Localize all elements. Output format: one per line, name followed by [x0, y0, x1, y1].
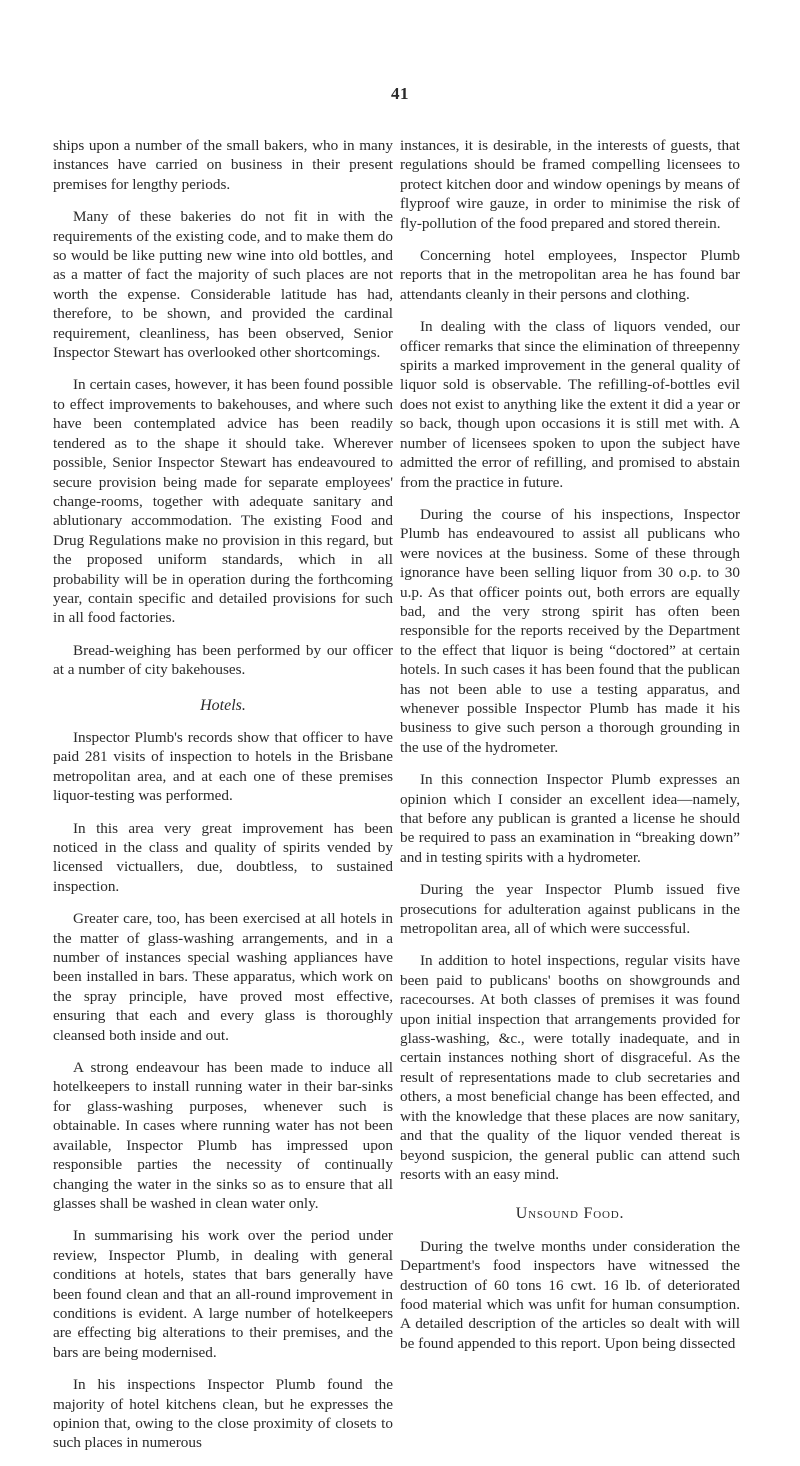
- paragraph: Greater care, too, has been exercised at all hotels in the matter of glass-washing arrangements, and in a number of instances special washing appliances have been installed in bars. These apparatus, which work on the spray principle, have proved most effective, ensuring that each and every glass is thoroughly cleansed both inside and out.: [53, 910, 393, 1044]
- left-column: [53, 136, 393, 1466]
- paragraph: Inspector Plumb's records show that officer to have paid 281 visits of inspection to hotels in the Brisbane metropolitan area, and at each one of these premises liquor-testing was performed.: [53, 728, 393, 805]
- paragraph: A strong endeavour has been made to induce all hotelkeepers to install running water in their bar-sinks for glass-washing purposes, whenever such is obtainable. In cases where running water has not been available, Inspector Plumb has impressed upon responsible parties the necessity of continually changing the water in the sinks so as to ensure that all glasses shall be washed in clean water only.: [53, 1059, 393, 1212]
- paragraph: In this area very great improvement has been noticed in the class and quality of spirits vended by licensed victuallers, due, doubtless, to sustained inspection.: [53, 819, 393, 895]
- section-heading-hotels: Hotels.: [200, 696, 246, 714]
- paragraph: In his inspections Inspector Plumb found the majority of hotel kitchens clean, but he expresses the opinion that, owing to the close proximity of closets to such places in numerous: [53, 1376, 393, 1452]
- paragraph: During the course of his inspections, Inspector Plumb has endeavoured to assist all publicans who were novices at the business. Some of these through ignorance have been selling liquor from 30 o.p. to 30 u.p. As that officer points out, both errors are equally bad, and the very strong spirit has often been responsible for the reports received by the Department to the effect that liquor is being “doctored” at certain hotels. In such cases it has been found that the publican has not been able to use a testing apparatus, and whenever possible Inspector Plumb has made it his business to give such person a thorough grounding in the use of the hydrometer.: [400, 505, 740, 756]
- paragraph: During the twelve months under consideration the Department's food inspectors have witnessed the destruction of 60 tons 16 cwt. 16 lb. of deteriorated food material which was unfit for human consumption. A detailed description of the articles so dealt with will be found appended to this report. Upon being dissected: [400, 1237, 740, 1352]
- paragraph: Bread-weighing has been performed by our officer at a number of city bakehouses.: [53, 641, 393, 679]
- section-heading-unsound-food: Unsound Food.: [515, 1205, 625, 1223]
- page-number: 41: [391, 84, 409, 103]
- paragraph: In this connection Inspector Plumb expresses an opinion which I consider an excellent idea—namely, that before any publican is granted a license he should be required to pass an examination in “breaking down” and in testing spirits with a hydrometer.: [400, 771, 740, 866]
- paragraph: In summarising his work over the period under review, Inspector Plumb, in dealing with general conditions at hotels, states that bars generally have been found clean and that an all-round improvement in conditions is evident. A large number of hotelkeepers are effecting big alterations to their premises, and the bars are being modernised.: [53, 1227, 393, 1361]
- paragraph: In addition to hotel inspections, regular visits have been paid to publicans' booths on showgrounds and racecourses. At both classes of premises it was found upon initial inspection that arrangements provided for glass-washing, &c., were totally inadequate, and in certain instances nothing short of disgraceful. As the result of representations made to club secretaries and others, a most beneficial change has been effected, and with the knowledge that these places are now sanitary, and that the quality of the liquor vended thereat is beyond suspicion, the general public can attend such resorts with an easy mind.: [400, 952, 740, 1183]
- paragraph: In dealing with the class of liquors vended, our officer remarks that since the elimination of threepenny spirits a marked improvement in the general quality of liquor sold is observable. The refilling-of-bottles evil does not exist to anything like the extent it did a year or so back, though upon occasions it is still met with. A number of licensees spoken to upon the subject have admitted the error of refilling, and promised to abstain from the practice in future.: [400, 318, 740, 491]
- paragraph: ships upon a number of the small bakers, who in many instances have carried on business in their present premises for lengthy periods.: [53, 137, 393, 193]
- paragraph: instances, it is desirable, in the interests of guests, that regulations should be framed compelling licensees to protect kitchen door and window openings by means of flyproof wire gauze, in order to minimise the risk of fly-pollution of the food prepared and stored therein.: [400, 137, 740, 232]
- paragraph: In certain cases, however, it has been found possible to effect improvements to bakehouses, and where such have been contemplated advice has been readily tendered as to the shape it should take. Wherever possible, Senior Inspector Stewart has endeavoured to secure provision being made for separate employees' change-rooms, together with adequate sanitary and ablutionary accommodation. The existing Food and Drug Regulations make no provision in this regard, but the proposed uniform standards, which in all probability will be in operation during the forthcoming year, contain specific and detailed provisions for such in all food factories.: [53, 376, 393, 627]
- paragraph: Many of these bakeries do not fit in with the requirements of the existing code, and to make them do so would be like putting new wine into old bottles, and as a matter of fact the majority of such places are not worth the expense. Considerable latitude has had, therefore, to be shown, and provided the cardinal requirement, cleanliness, has been observed, Senior Inspector Stewart has overlooked other shortcomings.: [53, 208, 393, 362]
- right-column: [400, 136, 740, 1366]
- paragraph: Concerning hotel employees, Inspector Plumb reports that in the metropolitan area he has found bar attendants cleanly in their persons and clothing.: [400, 247, 740, 303]
- paragraph: During the year Inspector Plumb issued five prosecutions for adulteration against publicans in the metropolitan area, all of which were successful.: [400, 881, 740, 938]
